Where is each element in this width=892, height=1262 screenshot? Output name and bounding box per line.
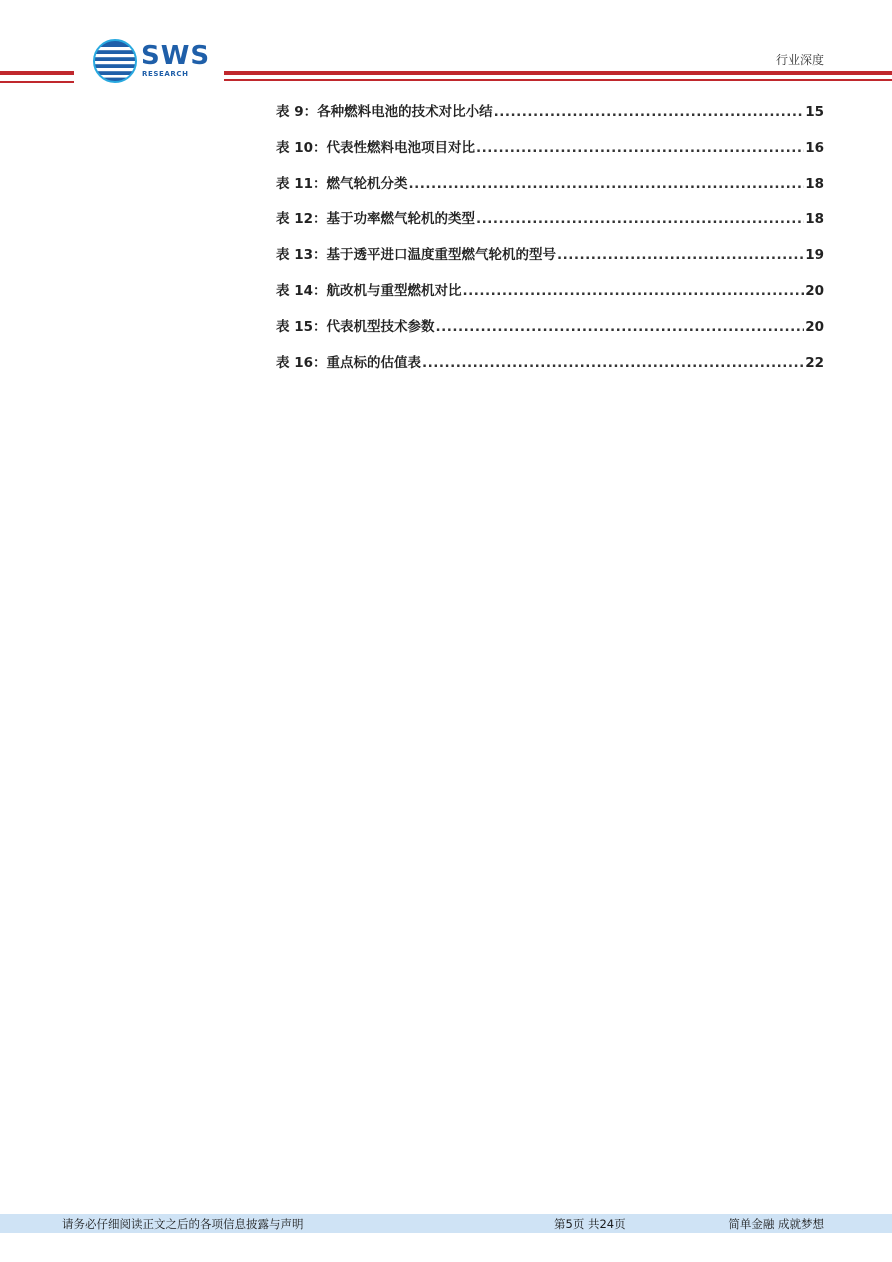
toc-leader-dots xyxy=(422,355,804,371)
section-label: 行业深度 xyxy=(775,53,824,67)
toc-entry-page: 18 xyxy=(805,211,824,228)
toc-leader-dots xyxy=(476,140,804,156)
table-of-contents xyxy=(276,100,824,386)
header-rule-left-thin xyxy=(0,81,74,83)
toc-entry[interactable] xyxy=(276,351,824,387)
toc-entry-label: 表 14：航改机与重型燃机对比 xyxy=(276,282,462,299)
toc-entry[interactable] xyxy=(276,243,824,279)
toc-entry-page: 18 xyxy=(805,175,824,192)
footer-slogan: 简单金融 成就梦想 xyxy=(728,1217,824,1231)
toc-leader-dots xyxy=(463,283,805,299)
logo-subtext: RESEARCH xyxy=(142,70,189,78)
toc-entry-label: 表 10：代表性燃料电池项目对比 xyxy=(276,139,475,156)
header-rule-left xyxy=(0,71,74,75)
toc-entry-label: 表 11：燃气轮机分类 xyxy=(276,175,408,192)
toc-entry-label: 表 15：代表机型技术参数 xyxy=(276,318,435,335)
header-rule-right-thin xyxy=(224,79,892,81)
toc-entry-page: 19 xyxy=(805,247,824,264)
header-rule-right xyxy=(224,71,892,75)
toc-entry-label: 表 16：重点标的估值表 xyxy=(276,354,421,371)
footer-page-info: 第5页 共24页 xyxy=(554,1217,626,1231)
toc-entry[interactable] xyxy=(276,100,824,136)
toc-entry[interactable] xyxy=(276,207,824,243)
toc-entry-label: 表 13：基于透平进口温度重型燃气轮机的型号 xyxy=(276,247,556,264)
toc-entry[interactable] xyxy=(276,172,824,208)
toc-leader-dots xyxy=(557,247,804,263)
toc-entry-page: 20 xyxy=(805,318,824,335)
toc-leader-dots xyxy=(476,211,804,227)
footer-disclaimer: 请务必仔细阅读正文之后的各项信息披露与声明 xyxy=(62,1217,304,1231)
toc-entry-page: 15 xyxy=(805,104,824,120)
toc-entry-page: 22 xyxy=(805,354,824,371)
toc-leader-dots xyxy=(494,104,805,120)
logo-wordmark: SWS xyxy=(141,41,211,71)
toc-entry-page: 16 xyxy=(805,139,824,156)
toc-leader-dots xyxy=(436,319,805,335)
toc-entry[interactable] xyxy=(276,136,824,172)
toc-entry-page: 20 xyxy=(805,282,824,299)
toc-entry[interactable] xyxy=(276,315,824,351)
toc-entry-label: 表 12：基于功率燃气轮机的类型 xyxy=(276,211,475,228)
toc-leader-dots xyxy=(409,176,805,192)
toc-entry-label: 表 9：各种燃料电池的技术对比小结 xyxy=(276,104,493,120)
toc-entry[interactable] xyxy=(276,279,824,315)
page-header xyxy=(0,0,892,95)
